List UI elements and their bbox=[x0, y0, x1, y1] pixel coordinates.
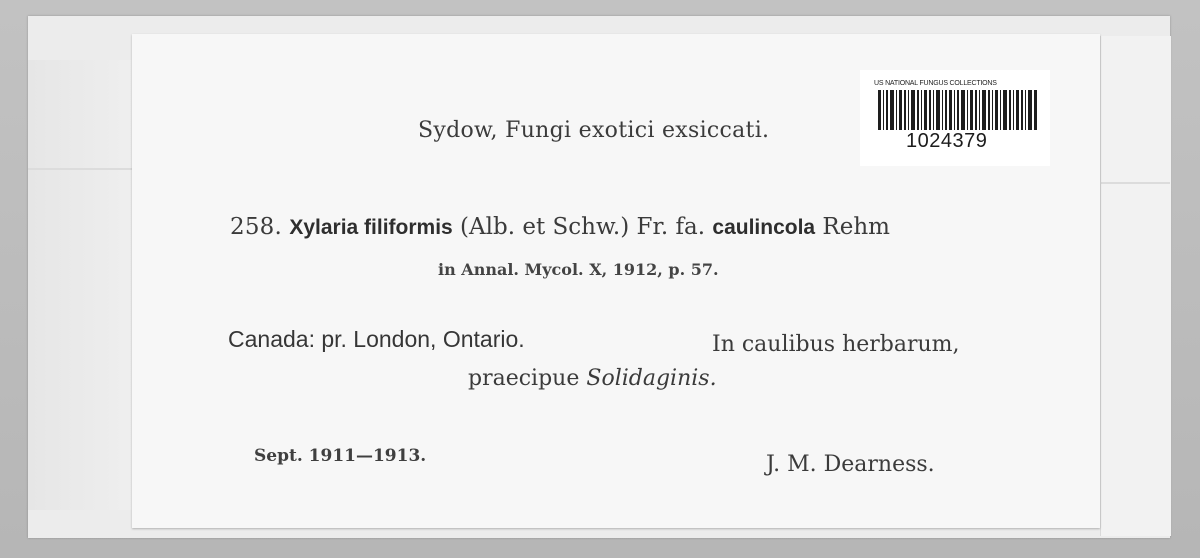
taxon-line bbox=[230, 214, 890, 240]
envelope-crease-right bbox=[1100, 182, 1170, 184]
collector-name: J. M. Dearness. bbox=[766, 452, 935, 477]
taxon-authority: (Alb. et Schw.) Fr. fa. bbox=[460, 214, 706, 240]
envelope-left-flap bbox=[28, 60, 139, 510]
taxon-name: Xylaria filiformis bbox=[289, 216, 453, 239]
substrate-line-1: In caulibus herbarum, bbox=[712, 332, 960, 357]
collection-date: Sept. 1911—1913. bbox=[254, 446, 427, 466]
substrate-taxon: Solidaginis. bbox=[586, 366, 717, 391]
envelope-crease-left bbox=[28, 168, 138, 170]
locality: Canada: pr. London, Ontario. bbox=[228, 326, 525, 352]
substrate-line-2 bbox=[468, 366, 717, 391]
forma-author: Rehm bbox=[822, 214, 890, 240]
barcode-organization: US NATIONAL FUNGUS COLLECTIONS bbox=[874, 80, 997, 87]
series-title: Sydow, Fungi exotici exsiccati. bbox=[418, 118, 770, 143]
envelope-right-strip bbox=[1100, 36, 1171, 536]
substrate-prefix: praecipue bbox=[468, 366, 580, 391]
barcode-sticker bbox=[860, 70, 1050, 166]
barcode-number: 1024379 bbox=[906, 130, 988, 152]
exsiccata-number: 258. bbox=[230, 214, 283, 240]
taxon-forma: caulincola bbox=[712, 216, 816, 239]
exsiccata-label bbox=[132, 34, 1100, 528]
barcode-icon bbox=[878, 90, 1038, 130]
literature-citation: in Annal. Mycol. X, 1912, p. 57. bbox=[438, 260, 719, 279]
